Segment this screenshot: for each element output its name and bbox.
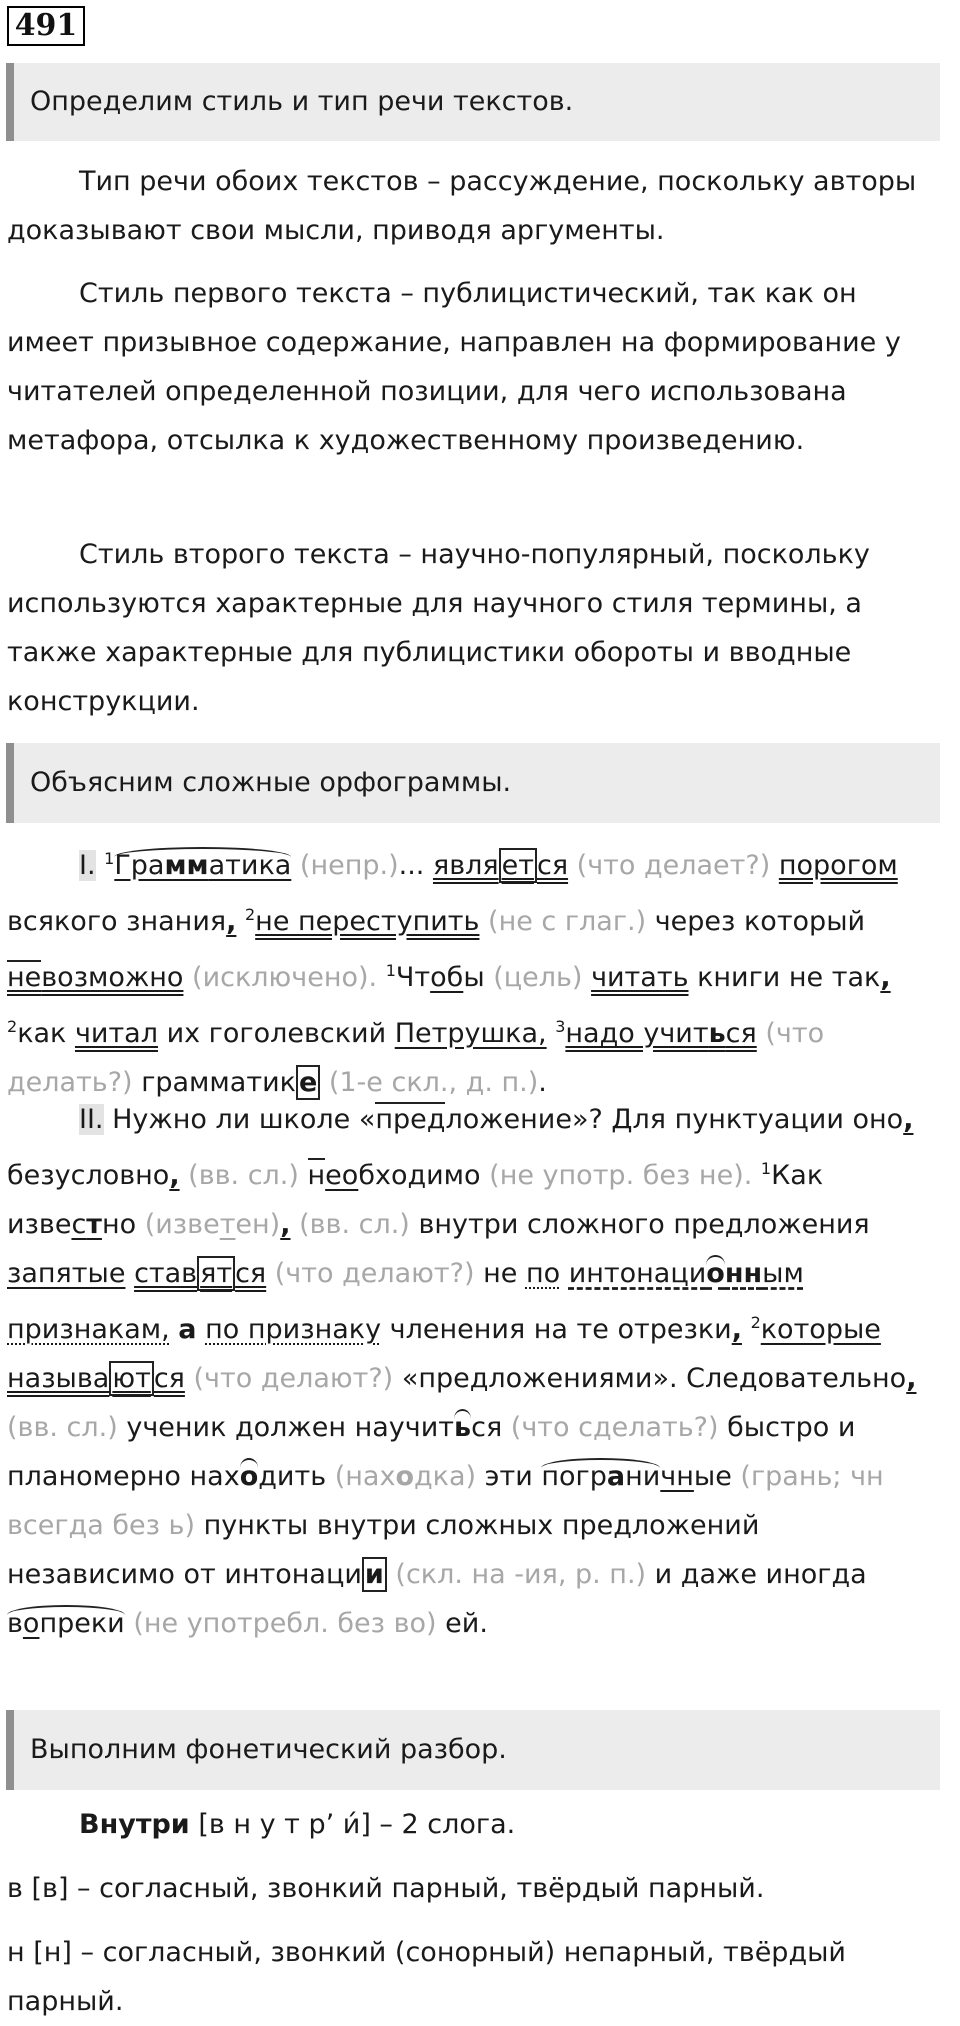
phrase-knigi-ne-tak: книги не так	[697, 962, 881, 993]
word-kak: как	[17, 1018, 67, 1049]
word-nevozmozhno: невозможно	[7, 962, 184, 993]
roman-numeral-2: II.	[79, 1104, 104, 1135]
paragraph-type: Тип речи обоих текстов – рассуждение, поскольку авторы доказывают свои мысли, приводя аргументы.	[7, 166, 917, 246]
paragraph-style-first: Стиль первого текста – публицистический, так как он имеет призывное содержание, направлен на формирование у читателей определенной позиции, для чего использована метафора, отсылка к художественному произведению.	[7, 278, 901, 456]
note-gran: (грань; чн всегда без ь)	[7, 1461, 884, 1541]
paragraph-style-second: Стиль второго текста – научно-популярный, поскольку используются характерные для научного стиля термины, а также характерные для публицистики обороты и вводные конструкции.	[7, 539, 870, 717]
word-nauchitsya: научиться	[355, 1409, 503, 1443]
text-segment: членения на те	[389, 1314, 609, 1345]
note-chto-delat: (что делать?)	[7, 1018, 825, 1098]
word-stavyatsya: став ят ся	[134, 1258, 267, 1289]
note-vv-sl: (вв. сл.)	[7, 1412, 118, 1443]
text-segment: Нужно ли школе «	[112, 1104, 376, 1135]
comma-mark: ,	[731, 1314, 742, 1345]
word-petrushka: Петрушка,	[394, 1018, 547, 1049]
word-po: по	[525, 1258, 561, 1289]
note-sklonenie: (1-е скл., д. п.)	[328, 1067, 539, 1098]
word-predlozhenie: предложение»? Для пунктуации	[375, 1104, 844, 1135]
note-isklyucheno: (исключено).	[192, 962, 378, 993]
word-vopreki: вопреки	[7, 1605, 125, 1639]
orthogram-text-1	[7, 834, 933, 1107]
word-otrezki: отрезки	[617, 1314, 732, 1345]
note-chto-delaet: (что делает?)	[576, 850, 771, 881]
note-nahodka: (находка)	[334, 1461, 477, 1492]
letter-i-boxed: и	[362, 1557, 387, 1592]
comma-mark: ,	[226, 906, 237, 937]
comma-mark: ,	[280, 1209, 291, 1240]
phonetic-transcription: [в н у т р’ и́] – 2 слога.	[198, 1809, 516, 1840]
orthogram-text-2	[7, 1095, 933, 1648]
note-vv-sl: (вв. сл.)	[188, 1160, 299, 1191]
note-chto-delayut: (что делают?)	[193, 1363, 394, 1394]
word-izvestno: Как известно	[7, 1160, 824, 1240]
phonetic-letter-n: н [н] – согласный, звонкий (сонорный) непарный, твёрдый парный.	[7, 1937, 846, 2017]
word-punkty: пункты	[203, 1510, 309, 1541]
comma-mark: ,	[880, 962, 891, 993]
word-bezuslovno: безусловно	[7, 1160, 170, 1191]
text-segment: внутри сложного	[418, 1209, 665, 1240]
note-tsel: (цель)	[493, 962, 583, 993]
sentence-part-index: 1	[385, 961, 396, 980]
word-ne-perestupit: не переступить	[255, 906, 480, 937]
comma-mark: ,	[906, 1363, 917, 1394]
word-a: а	[178, 1314, 197, 1345]
word-ono: оно	[852, 1104, 904, 1135]
text-segment: ученик должен	[126, 1412, 347, 1443]
note-skl-na-iya: (скл. на -ия, р. п.)	[395, 1559, 647, 1590]
text-segment: внутри сложных предложений независимо от интонаци	[7, 1510, 760, 1590]
sentence-part-index: 2	[750, 1313, 761, 1332]
note-nepr: (непр.)	[299, 850, 399, 881]
word-priznakam: признакам,	[7, 1314, 170, 1345]
note-ne-upotrebl: (не употребл. без во)	[133, 1608, 437, 1639]
word-nazyvayutsya: называ ют ся	[7, 1363, 185, 1394]
period-mark: .	[538, 1067, 547, 1098]
word-chital: читал	[74, 1018, 158, 1049]
comma-mark: ,	[169, 1160, 180, 1191]
note-vv-sl: (вв. сл.)	[299, 1209, 410, 1240]
word-ey: ей.	[445, 1608, 488, 1639]
note-izvesten: (изветен)	[144, 1209, 281, 1240]
note-ne-upotr: (не употр. без не).	[489, 1160, 753, 1191]
phonetic-letter-v: в [в] – согласный, звонкий парный, твёрдый парный.	[7, 1873, 765, 1904]
word-yavlyaetsya: явля ет ся	[432, 850, 569, 881]
sentence-part-index: 1	[760, 1159, 772, 1178]
word-kotorye: которые	[760, 1314, 881, 1345]
word-chitat: читать	[591, 962, 689, 993]
word-nahodit: находить	[190, 1458, 327, 1492]
word-pogranichnye: пограничные	[541, 1458, 731, 1492]
phrase-cherez-kotoryi: через который	[654, 906, 866, 937]
phrase-ih-gogolevskiy: их гоголевский	[166, 1018, 387, 1049]
word-grammatika: Грамматика	[114, 847, 291, 881]
sentence-part-index: 2	[244, 905, 256, 924]
word-po-priznaku: по признаку	[205, 1314, 382, 1345]
word-nado-uchitsya: надо учиться	[565, 1018, 757, 1049]
phrase-vsyakogo-znaniya: всякого знания	[7, 906, 227, 937]
word-neobhodimo: необходимо	[307, 1160, 481, 1191]
task-number: 491	[7, 6, 85, 46]
comma-mark: ,	[903, 1104, 914, 1135]
word-eti: эти	[484, 1461, 533, 1492]
sentence-part-index: 1	[104, 849, 115, 868]
section-header-style: Определим стиль и тип речи текстов.	[6, 63, 940, 141]
phonetic-word-line	[7, 1800, 933, 1849]
ellipsis: ...	[398, 850, 425, 881]
text-segment: быстро и планомерно	[7, 1412, 856, 1492]
note-ne-s-glag: (не с глаг.)	[488, 906, 647, 937]
word-zapyatye: запятые	[7, 1258, 126, 1289]
text-segment: «предложениями». Следовательно	[401, 1363, 907, 1394]
sentence-part-index: 3	[555, 1017, 566, 1036]
word-predlozheniya: предложения	[673, 1209, 870, 1240]
word-intonatsionnym: интонационным	[569, 1255, 804, 1289]
note-chto-sdelat: (что сделать?)	[510, 1412, 719, 1443]
word-grammatike: грамматик е	[141, 1065, 320, 1100]
sentence-part-index: 2	[7, 1017, 18, 1036]
word-ne: не	[483, 1258, 518, 1289]
note-chto-delayut: (что делают?)	[274, 1258, 475, 1289]
word-chtoby: Чтобы	[395, 962, 485, 993]
section-header-orthograms: Объясним сложные орфограммы.	[6, 743, 940, 823]
roman-numeral-1: I.	[79, 850, 96, 881]
phonetic-word: Внутри	[79, 1809, 190, 1840]
section-header-phonetic: Выполним фонетический разбор.	[6, 1710, 940, 1790]
text-segment: и даже иногда	[654, 1559, 867, 1590]
word-porogom: порогом	[778, 850, 898, 881]
